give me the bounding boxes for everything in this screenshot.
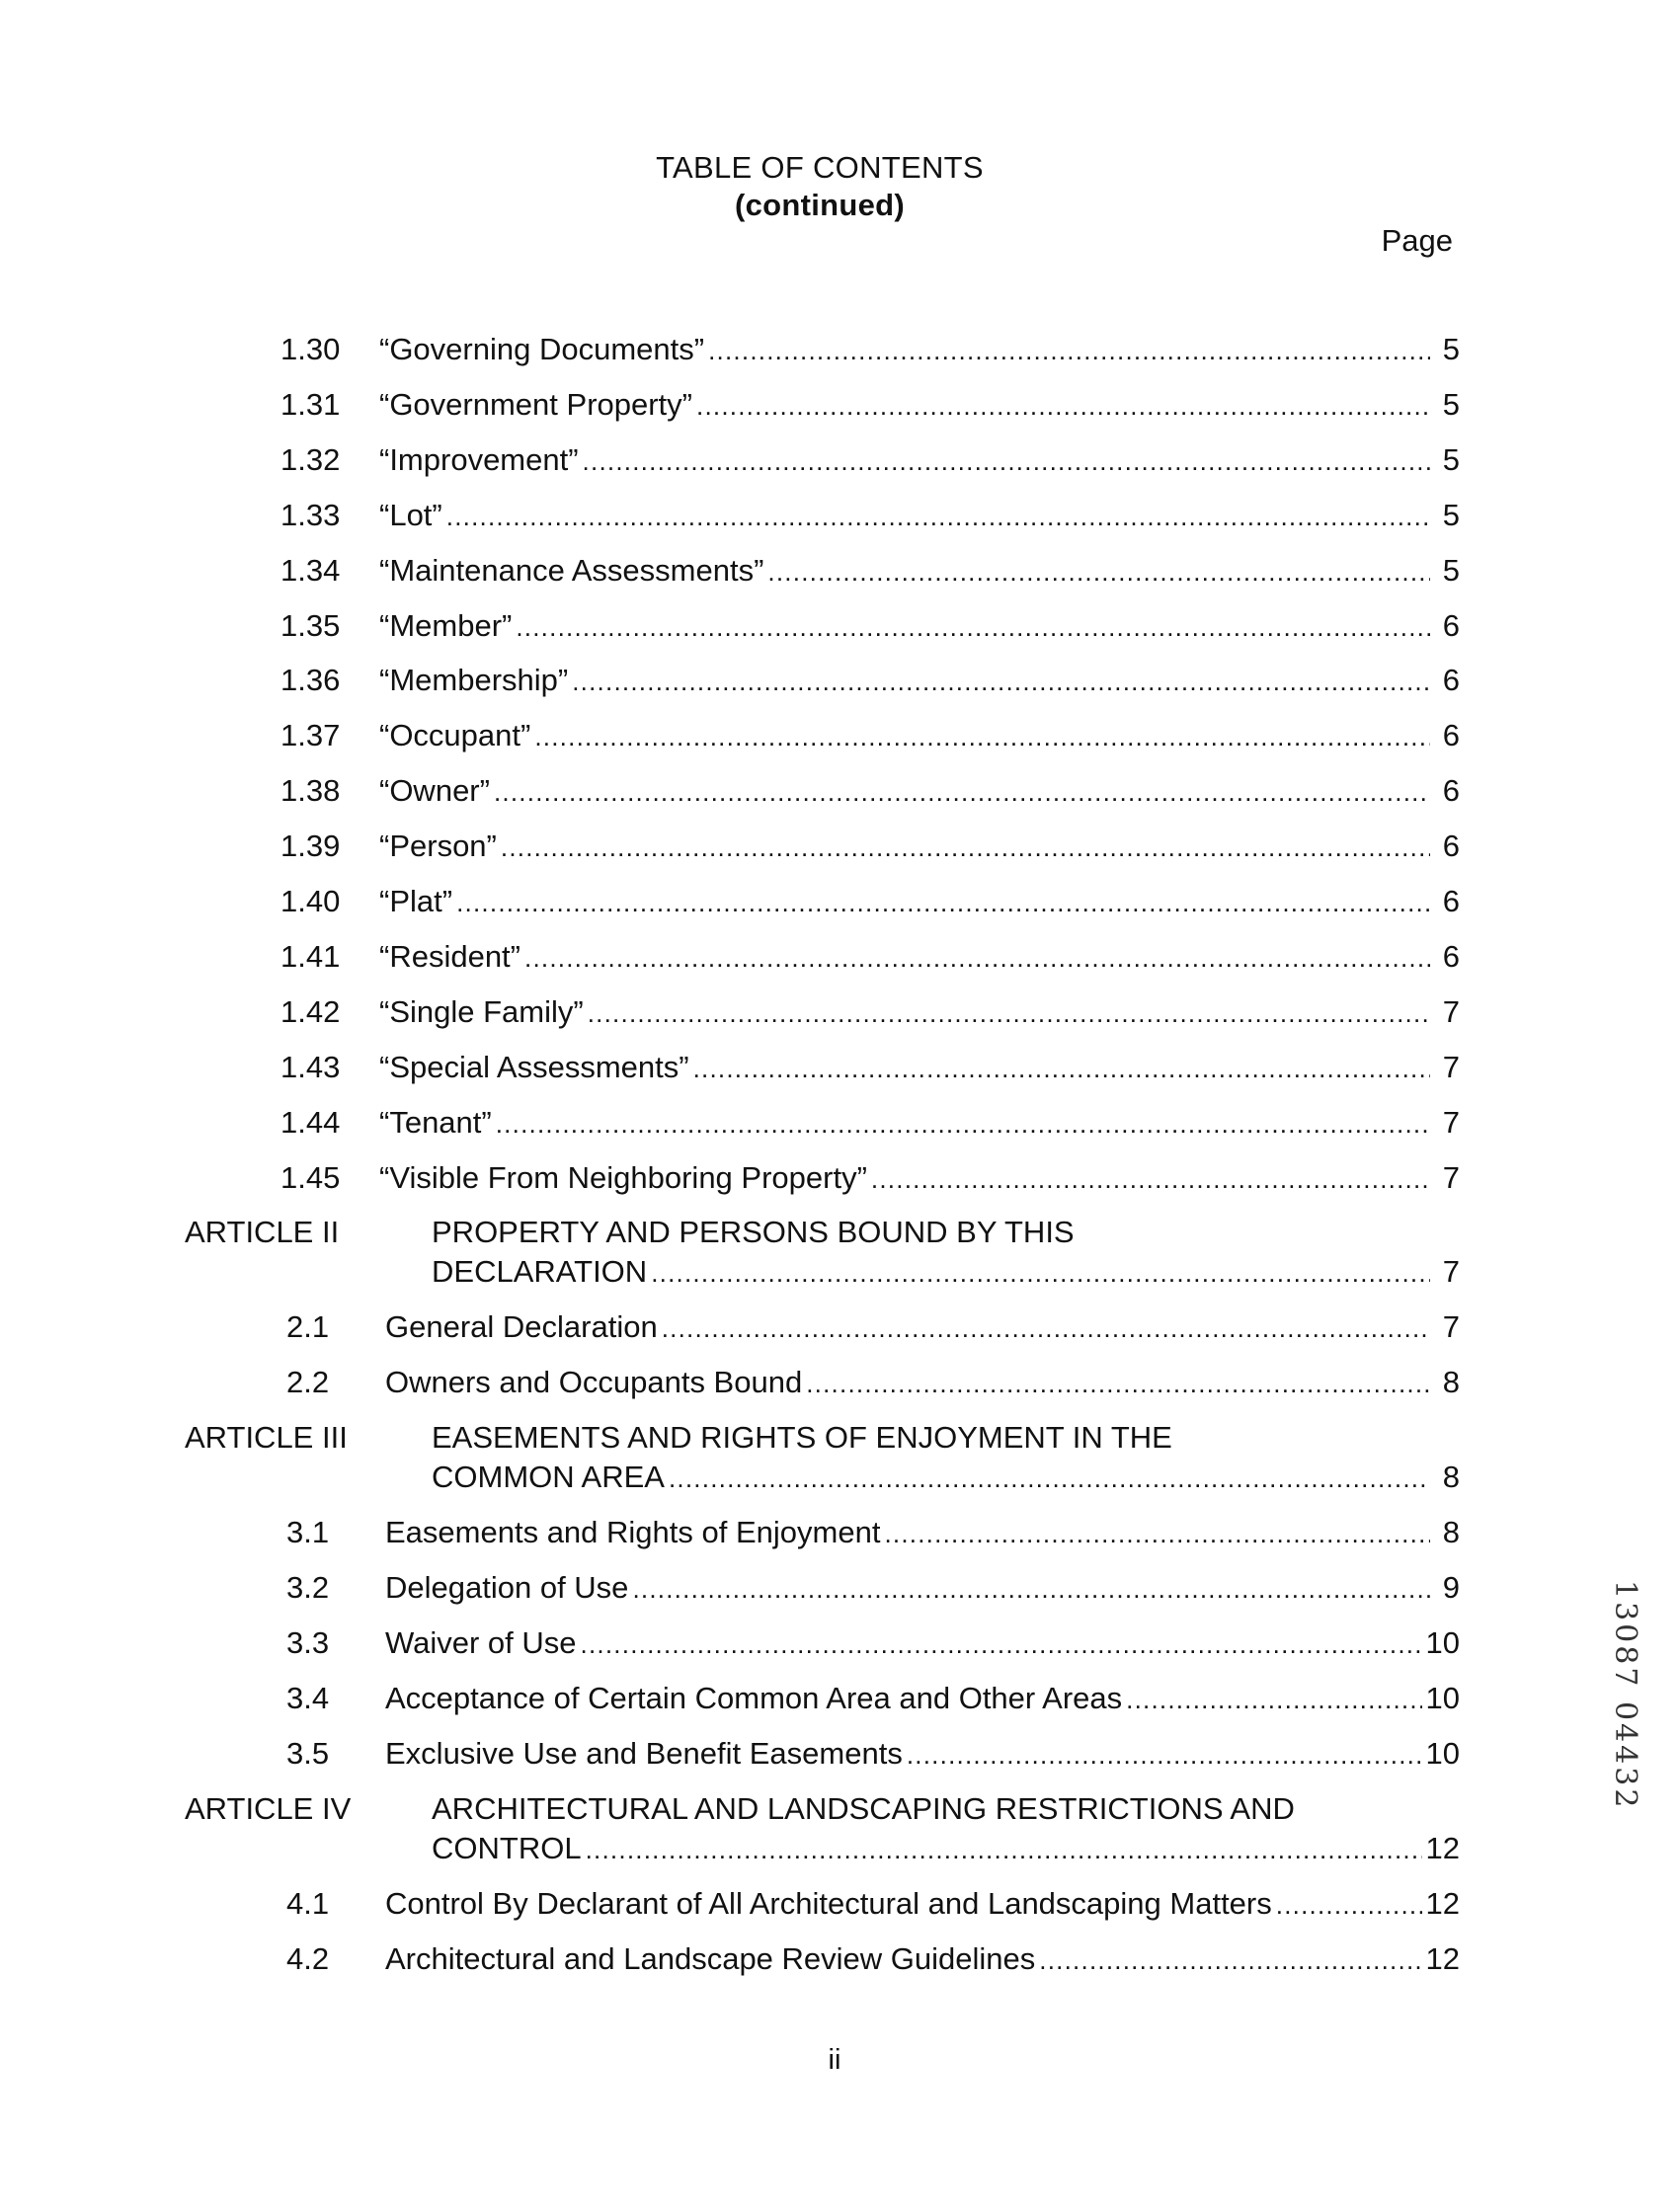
toc-entry-row bbox=[0, 1681, 1679, 1738]
section-title-leader bbox=[385, 1309, 1460, 1345]
section-number: 1.30 bbox=[280, 332, 341, 366]
page-ref: 6 bbox=[1442, 607, 1460, 643]
section-number: 1.37 bbox=[280, 718, 341, 753]
section-number: 3.1 bbox=[286, 1515, 330, 1550]
dot-leader bbox=[669, 1463, 1430, 1494]
section-title: Acceptance of Certain Common Area and Other Areas bbox=[385, 1680, 1123, 1715]
article-number: ARTICLE IV bbox=[185, 1790, 352, 1826]
toc-entry-row bbox=[0, 332, 1679, 389]
toc-entry-row bbox=[0, 1515, 1679, 1572]
page-ref: 5 bbox=[1442, 441, 1460, 477]
section-title: “Plat” bbox=[379, 884, 453, 918]
section-number: 1.36 bbox=[280, 663, 341, 698]
section-number: 1.40 bbox=[280, 884, 341, 918]
page-ref: 12 bbox=[1425, 1940, 1460, 1976]
article-number: ARTICLE III bbox=[185, 1420, 348, 1456]
article-title-line2: COMMON AREA bbox=[432, 1460, 665, 1495]
dot-leader bbox=[524, 943, 1430, 974]
page-ref: 6 bbox=[1442, 829, 1460, 864]
section-number: 1.45 bbox=[280, 1159, 341, 1195]
section-title: “Governing Documents” bbox=[379, 332, 705, 366]
page-number: ii bbox=[828, 2044, 841, 2076]
page-ref: 6 bbox=[1442, 718, 1460, 753]
page-ref: 5 bbox=[1442, 332, 1460, 366]
section-title: “Special Assessments” bbox=[379, 1049, 689, 1084]
section-title-leader bbox=[385, 1941, 1460, 1977]
page-ref: 9 bbox=[1442, 1570, 1460, 1606]
toc-entry-row bbox=[0, 773, 1679, 830]
toc-entry-row bbox=[0, 1365, 1679, 1422]
page-ref: 7 bbox=[1442, 993, 1460, 1029]
toc-entry-row bbox=[0, 884, 1679, 941]
section-title: Owners and Occupants Bound bbox=[385, 1365, 803, 1400]
section-title: “Visible From Neighboring Property” bbox=[379, 1159, 867, 1195]
section-title: “Lot” bbox=[379, 497, 442, 532]
dot-leader bbox=[662, 1313, 1430, 1344]
section-title-leader bbox=[385, 1625, 1460, 1661]
dot-leader bbox=[871, 1164, 1430, 1195]
section-title: General Declaration bbox=[385, 1309, 658, 1345]
article-title-line1: PROPERTY AND PERSONS BOUND BY THIS bbox=[432, 1215, 1075, 1250]
dot-leader bbox=[456, 888, 1430, 918]
section-number: 1.38 bbox=[280, 773, 341, 809]
page-ref: 12 bbox=[1425, 1830, 1460, 1865]
section-title-leader bbox=[379, 498, 1460, 533]
dot-leader bbox=[693, 1054, 1430, 1084]
section-title: “Single Family” bbox=[379, 993, 584, 1029]
section-title: “Government Property” bbox=[379, 386, 692, 422]
toc-title: TABLE OF CONTENTS bbox=[656, 150, 984, 185]
section-title-leader bbox=[379, 387, 1460, 423]
section-title-leader bbox=[379, 332, 1460, 367]
section-number: 1.34 bbox=[280, 552, 341, 588]
section-title-leader bbox=[379, 829, 1460, 864]
section-number: 1.32 bbox=[280, 441, 341, 477]
section-number: 1.33 bbox=[280, 497, 341, 532]
section-number: 1.44 bbox=[280, 1104, 341, 1140]
toc-subtitle: (continued) bbox=[734, 188, 906, 222]
section-number: 3.4 bbox=[286, 1680, 330, 1715]
article-title-line1: EASEMENTS AND RIGHTS OF ENJOYMENT IN THE bbox=[432, 1420, 1172, 1456]
section-title-leader bbox=[379, 994, 1460, 1030]
page-ref: 6 bbox=[1442, 773, 1460, 809]
section-number: 4.2 bbox=[286, 1940, 330, 1976]
section-title-leader bbox=[379, 608, 1460, 644]
section-number: 3.3 bbox=[286, 1625, 330, 1660]
recording-stamp: 13087 04432 bbox=[1608, 1580, 1642, 1811]
section-title-leader bbox=[379, 773, 1460, 809]
page-ref: 7 bbox=[1442, 1159, 1460, 1195]
section-number: 1.43 bbox=[280, 1049, 341, 1084]
section-title: “Tenant” bbox=[379, 1104, 492, 1140]
toc-entry-row bbox=[0, 1105, 1679, 1162]
page-ref: 7 bbox=[1442, 1049, 1460, 1084]
page-ref: 12 bbox=[1425, 1885, 1460, 1921]
section-number: 1.41 bbox=[280, 938, 341, 974]
article-title-line2: DECLARATION bbox=[432, 1254, 648, 1290]
article-title-line2-leader bbox=[432, 1831, 1460, 1866]
dot-leader bbox=[446, 502, 1430, 532]
dot-leader bbox=[581, 1629, 1422, 1660]
page-ref: 5 bbox=[1442, 552, 1460, 588]
toc-entry-row bbox=[0, 663, 1679, 720]
section-title: Easements and Rights of Enjoyment bbox=[385, 1515, 881, 1550]
section-title-leader bbox=[379, 1160, 1460, 1196]
toc-entry-row bbox=[0, 1570, 1679, 1627]
dot-leader bbox=[501, 832, 1430, 863]
section-number: 3.5 bbox=[286, 1735, 330, 1771]
section-title-leader bbox=[379, 718, 1460, 753]
page-ref: 6 bbox=[1442, 663, 1460, 698]
page-ref: 10 bbox=[1425, 1680, 1460, 1715]
section-title-leader bbox=[379, 553, 1460, 589]
article-title-line2: CONTROL bbox=[432, 1830, 582, 1865]
dot-leader bbox=[1126, 1685, 1421, 1715]
dot-leader bbox=[806, 1369, 1430, 1399]
page-ref: 7 bbox=[1442, 1254, 1460, 1290]
article-title-line2-leader bbox=[432, 1254, 1460, 1290]
section-title: “Maintenance Assessments” bbox=[379, 552, 764, 588]
section-title-leader bbox=[385, 1570, 1460, 1606]
dot-leader bbox=[496, 1109, 1430, 1140]
section-title-leader bbox=[385, 1681, 1460, 1716]
toc-article-row bbox=[0, 1791, 1679, 1882]
section-title: Waiver of Use bbox=[385, 1625, 577, 1660]
section-title: Exclusive Use and Benefit Easements bbox=[385, 1735, 903, 1771]
page-ref: 5 bbox=[1442, 497, 1460, 532]
section-number: 2.2 bbox=[286, 1365, 330, 1400]
dot-leader bbox=[1039, 1945, 1421, 1976]
section-title: “Owner” bbox=[379, 773, 490, 809]
dot-leader bbox=[884, 1519, 1430, 1549]
page-ref: 6 bbox=[1442, 884, 1460, 918]
section-title-leader bbox=[379, 939, 1460, 975]
section-title: “Occupant” bbox=[379, 718, 531, 753]
section-title-leader bbox=[385, 1365, 1460, 1400]
toc-entry-row bbox=[0, 442, 1679, 500]
section-title-leader bbox=[379, 1050, 1460, 1085]
toc-entry-row bbox=[0, 553, 1679, 610]
page-ref: 8 bbox=[1442, 1460, 1460, 1495]
section-number: 1.31 bbox=[280, 386, 341, 422]
section-title-leader bbox=[379, 442, 1460, 478]
dot-leader bbox=[696, 391, 1430, 422]
page-ref: 7 bbox=[1442, 1104, 1460, 1140]
section-title-leader bbox=[379, 884, 1460, 919]
article-number: ARTICLE II bbox=[185, 1215, 340, 1250]
page-ref: 10 bbox=[1425, 1735, 1460, 1771]
toc-entry-row bbox=[0, 1309, 1679, 1367]
dot-leader bbox=[632, 1574, 1430, 1605]
section-number: 1.39 bbox=[280, 829, 341, 864]
toc-article-row bbox=[0, 1420, 1679, 1511]
toc-entry-row bbox=[0, 994, 1679, 1052]
section-title-leader bbox=[385, 1736, 1460, 1772]
section-title-leader bbox=[385, 1886, 1460, 1922]
page-ref: 8 bbox=[1442, 1365, 1460, 1400]
dot-leader bbox=[588, 998, 1430, 1029]
section-number: 3.2 bbox=[286, 1570, 330, 1606]
dot-leader bbox=[708, 336, 1430, 366]
page-ref: 6 bbox=[1442, 938, 1460, 974]
section-title: Control By Declarant of All Architectural and Landscaping Matters bbox=[385, 1885, 1272, 1921]
dot-leader bbox=[572, 667, 1430, 697]
page-ref: 8 bbox=[1442, 1515, 1460, 1550]
dot-leader bbox=[767, 557, 1430, 588]
section-number: 1.42 bbox=[280, 993, 341, 1029]
toc-entry-row bbox=[0, 939, 1679, 996]
toc-entry-row bbox=[0, 1886, 1679, 1943]
page-column-label: Page bbox=[1381, 223, 1453, 258]
section-title: “Membership” bbox=[379, 663, 569, 698]
section-title-leader bbox=[379, 1105, 1460, 1141]
dot-leader bbox=[586, 1835, 1422, 1865]
toc-entry-row bbox=[0, 1736, 1679, 1793]
section-number: 1.35 bbox=[280, 607, 341, 643]
dot-leader bbox=[1276, 1890, 1422, 1921]
section-title: Delegation of Use bbox=[385, 1570, 629, 1606]
toc-article-row bbox=[0, 1215, 1679, 1305]
section-title: “Resident” bbox=[379, 938, 520, 974]
dot-leader bbox=[907, 1740, 1422, 1771]
page-ref: 5 bbox=[1442, 386, 1460, 422]
toc-entry-row bbox=[0, 387, 1679, 444]
section-title: “Person” bbox=[379, 829, 497, 864]
toc-entry-row bbox=[0, 718, 1679, 775]
toc-entry-row bbox=[0, 1050, 1679, 1107]
section-number: 2.1 bbox=[286, 1309, 330, 1345]
page-ref: 7 bbox=[1442, 1309, 1460, 1345]
section-title: Architectural and Landscape Review Guidelines bbox=[385, 1940, 1036, 1976]
dot-leader bbox=[534, 722, 1430, 752]
toc-entry-row bbox=[0, 1160, 1679, 1218]
toc-entry-row bbox=[0, 498, 1679, 555]
toc-entry-row bbox=[0, 1941, 1679, 1999]
toc-entry-row bbox=[0, 1625, 1679, 1683]
section-title: “Improvement” bbox=[379, 441, 579, 477]
dot-leader bbox=[494, 777, 1430, 808]
article-title-line1: ARCHITECTURAL AND LANDSCAPING RESTRICTIONS AND bbox=[432, 1790, 1295, 1826]
section-title-leader bbox=[379, 663, 1460, 698]
article-title-line2-leader bbox=[432, 1460, 1460, 1495]
section-title: “Member” bbox=[379, 607, 513, 643]
section-title-leader bbox=[385, 1515, 1460, 1550]
page-ref: 10 bbox=[1425, 1625, 1460, 1660]
dot-leader bbox=[651, 1258, 1430, 1289]
section-number: 4.1 bbox=[286, 1885, 330, 1921]
toc-entry-row bbox=[0, 829, 1679, 886]
dot-leader bbox=[516, 612, 1430, 643]
toc-entry-row bbox=[0, 608, 1679, 666]
dot-leader bbox=[583, 446, 1430, 477]
